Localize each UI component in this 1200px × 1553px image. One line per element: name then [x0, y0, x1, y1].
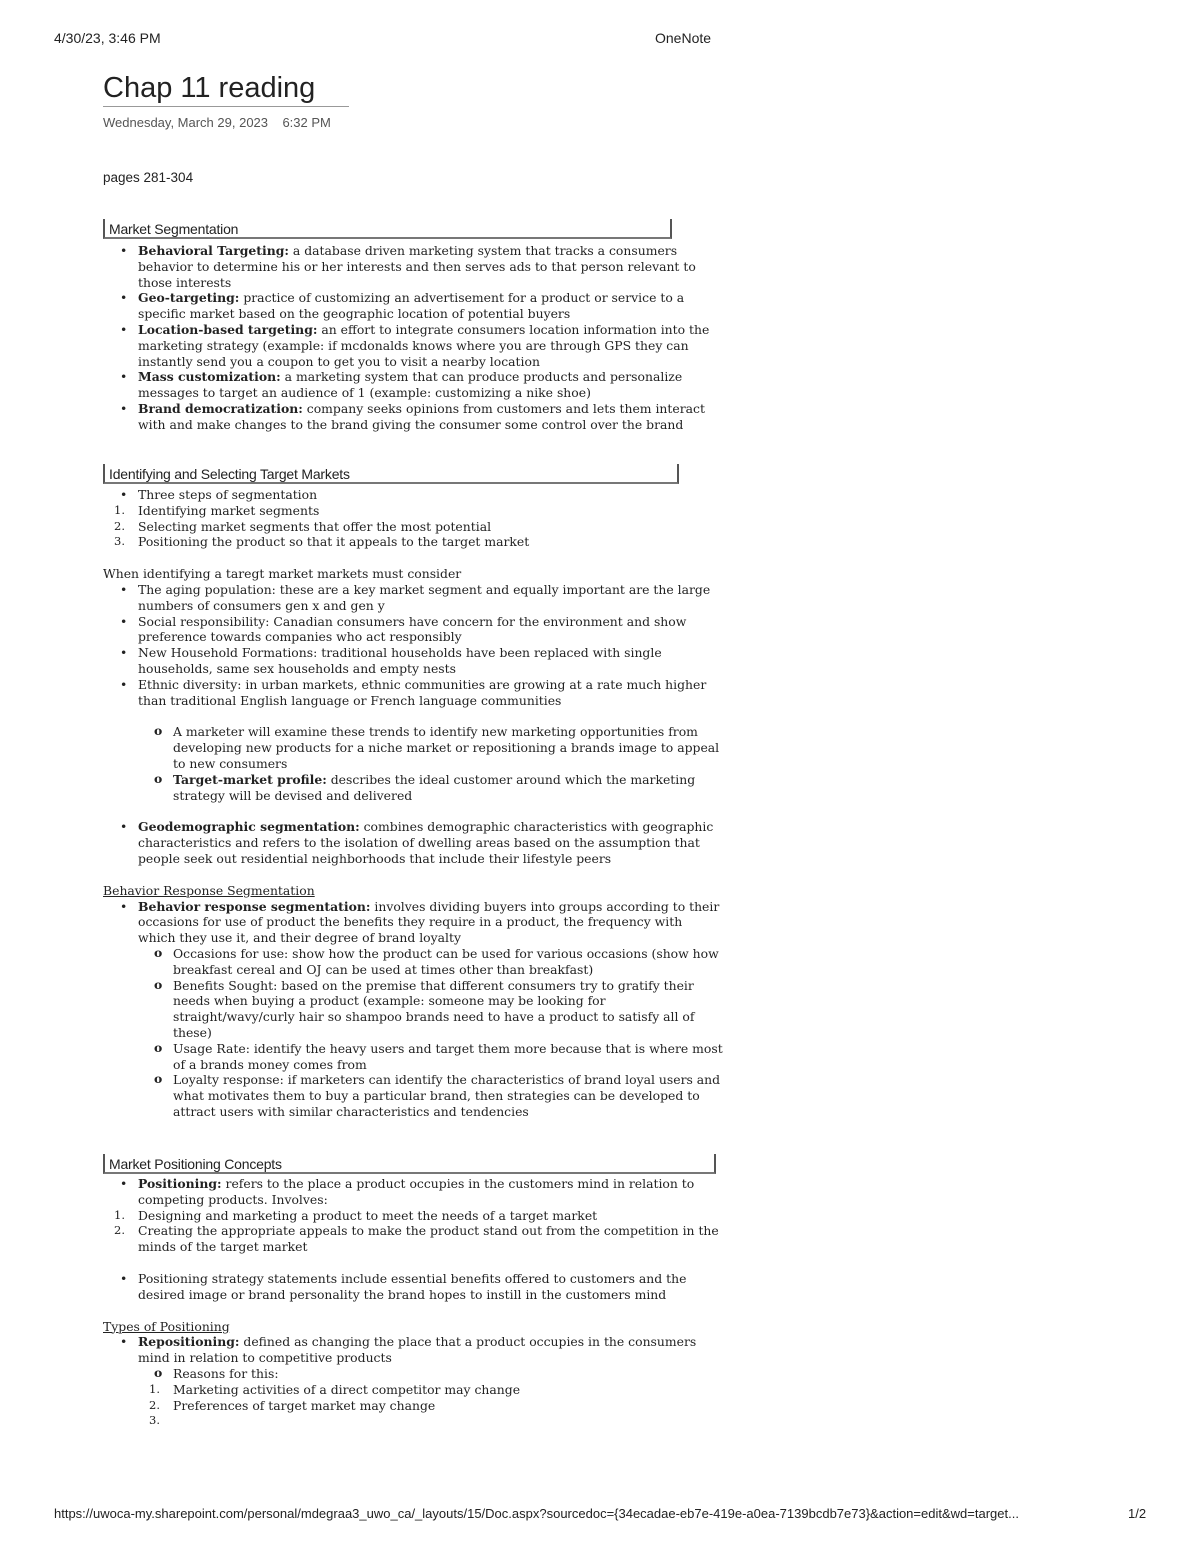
list-item[interactable]: o Benefits Sought: based on the premise that different consumers try to gratify their needs when buying a product (example: someone may be looking for straight/wavy/curly hair so shampoo brands need to have a product to satisfy all of these): [103, 978, 723, 1041]
page-title[interactable]: Chap 11 reading: [103, 72, 316, 104]
list-item[interactable]: o Reasons for this:: [103, 1366, 723, 1382]
list-item[interactable]: • Ethnic diversity: in urban markets, ethnic communities are growing at a rate much higher than traditional English language or French language communities: [103, 677, 723, 709]
list-item[interactable]: 3. Positioning the product so that it appeals to the target market: [103, 534, 723, 550]
title-underline: [103, 106, 349, 107]
list-item[interactable]: 2. Selecting market segments that offer the most potential: [103, 519, 723, 535]
print-app-name: OneNote: [655, 30, 712, 46]
behavior-response-heading[interactable]: Behavior Response Segmentation: [103, 882, 315, 898]
list-item[interactable]: 1. Identifying market segments: [103, 503, 723, 519]
pages-note[interactable]: pages 281-304: [103, 170, 194, 185]
page-date: Wednesday, March 29, 2023 6:32 PM: [103, 115, 331, 130]
list-item[interactable]: • Repositioning: defined as changing the place that a product occupies in the consumers mind in relation to competitive products: [103, 1334, 723, 1366]
list-item[interactable]: o A marketer will examine these trends to identify new marketing opportunities from developing new products for a niche market or repositioning a brands image to appeal to new consumers: [103, 724, 723, 771]
list-item[interactable]: o Loyalty response: if marketers can identify the characteristics of brand loyal users and what motivates them to buy a particular brand, then strategies can be developed to attract users with similar characteristics and tendencies: [103, 1072, 723, 1119]
list-item[interactable]: 2. Creating the appropriate appeals to make the product stand out from the competition in the minds of the target market: [103, 1223, 723, 1255]
page-counter: 1/2: [1128, 1506, 1147, 1521]
section-heading-market-segmentation[interactable]: Market Segmentation: [103, 219, 672, 239]
list-item[interactable]: [103, 1413, 723, 1429]
print-datetime: 4/30/23, 3:46 PM: [54, 30, 161, 46]
list-item[interactable]: • Social responsibility: Canadian consumers have concern for the environment and show preference towards companies who act responsibly: [103, 614, 723, 646]
list-item[interactable]: • Positioning strategy statements include essential benefits offered to customers and the desired image or brand personality the brand hopes to instill in the customers mind: [103, 1271, 723, 1303]
footer-url: https://uwoca-my.sharepoint.com/personal/mdegraa3_uwo_ca/_layouts/15/Doc.aspx?sourcedoc={34ecadae-eb7e-419e-a0ea-7139bcdb7e73}&action=edit&wd=target...: [54, 1506, 1019, 1521]
market-segmentation-list: [103, 243, 723, 433]
list-item[interactable]: o Occasions for use: show how the product can be used for various occasions (show how breakfast cereal and OJ can be used at times other than breakfast): [103, 946, 723, 978]
section-heading-positioning[interactable]: Market Positioning Concepts: [103, 1154, 716, 1174]
list-item[interactable]: • Positioning: refers to the place a product occupies in the customers mind in relation to competing products. Involves:: [103, 1176, 723, 1208]
list-item[interactable]: • Behavior response segmentation: involves dividing buyers into groups according to their occasions for use of product the benefits they require in a product, the frequency with which they use it, and their degree of brand loyalty: [103, 899, 723, 946]
list-item[interactable]: • Geodemographic segmentation: combines demographic characteristics with geographic characteristics and refers to the isolation of dwelling areas based on the assumption that people seek out residential neighborhoods that include their lifestyle peers: [103, 819, 723, 866]
list-item[interactable]: • Location-based targeting: an effort to integrate consumers location information into the marketing strategy (example: if mcdonalds knows where you are through GPS they can instantly send you a coupon to get you to visit a nearby location: [103, 322, 723, 369]
types-of-positioning-heading[interactable]: Types of Positioning: [103, 1318, 230, 1334]
considerations-intro[interactable]: When identifying a taregt market markets must consider: [103, 566, 462, 582]
list-item[interactable]: • Geo-targeting: practice of customizing an advertisement for a product or service to a specific market based on the geographic location of potential buyers: [103, 290, 723, 322]
list-item[interactable]: • Brand democratization: company seeks opinions from customers and lets them interact with and make changes to the brand giving the consumer some control over the brand: [103, 401, 723, 433]
positioning-content: [103, 1176, 723, 1429]
list-item[interactable]: 1. Marketing activities of a direct competitor may change: [103, 1382, 723, 1398]
list-item[interactable]: 2. Preferences of target market may change: [103, 1398, 723, 1414]
list-item[interactable]: 1. Designing and marketing a product to meet the needs of a target market: [103, 1208, 723, 1224]
list-item[interactable]: • Mass customization: a marketing system that can produce products and personalize messages to target an audience of 1 (example: customizing a nike shoe): [103, 369, 723, 401]
list-item[interactable]: o Target-market profile: describes the ideal customer around which the marketing strategy will be devised and delivered: [103, 772, 723, 804]
list-item[interactable]: • New Household Formations: traditional households have been replaced with single households, same sex households and empty nests: [103, 645, 723, 677]
section-heading-target-markets[interactable]: Identifying and Selecting Target Markets: [103, 464, 679, 484]
list-item[interactable]: o Usage Rate: identify the heavy users and target them more because that is where most of a brands money comes from: [103, 1041, 723, 1073]
list-item[interactable]: • The aging population: these are a key market segment and equally important are the large numbers of consumers gen x and gen y: [103, 582, 723, 614]
target-markets-content: [103, 487, 723, 1120]
list-item[interactable]: • Behavioral Targeting: a database driven marketing system that tracks a consumers behavior to determine his or her interests and then serves ads to that person relevant to those interests: [103, 243, 723, 290]
list-item[interactable]: • Three steps of segmentation: [103, 487, 723, 503]
